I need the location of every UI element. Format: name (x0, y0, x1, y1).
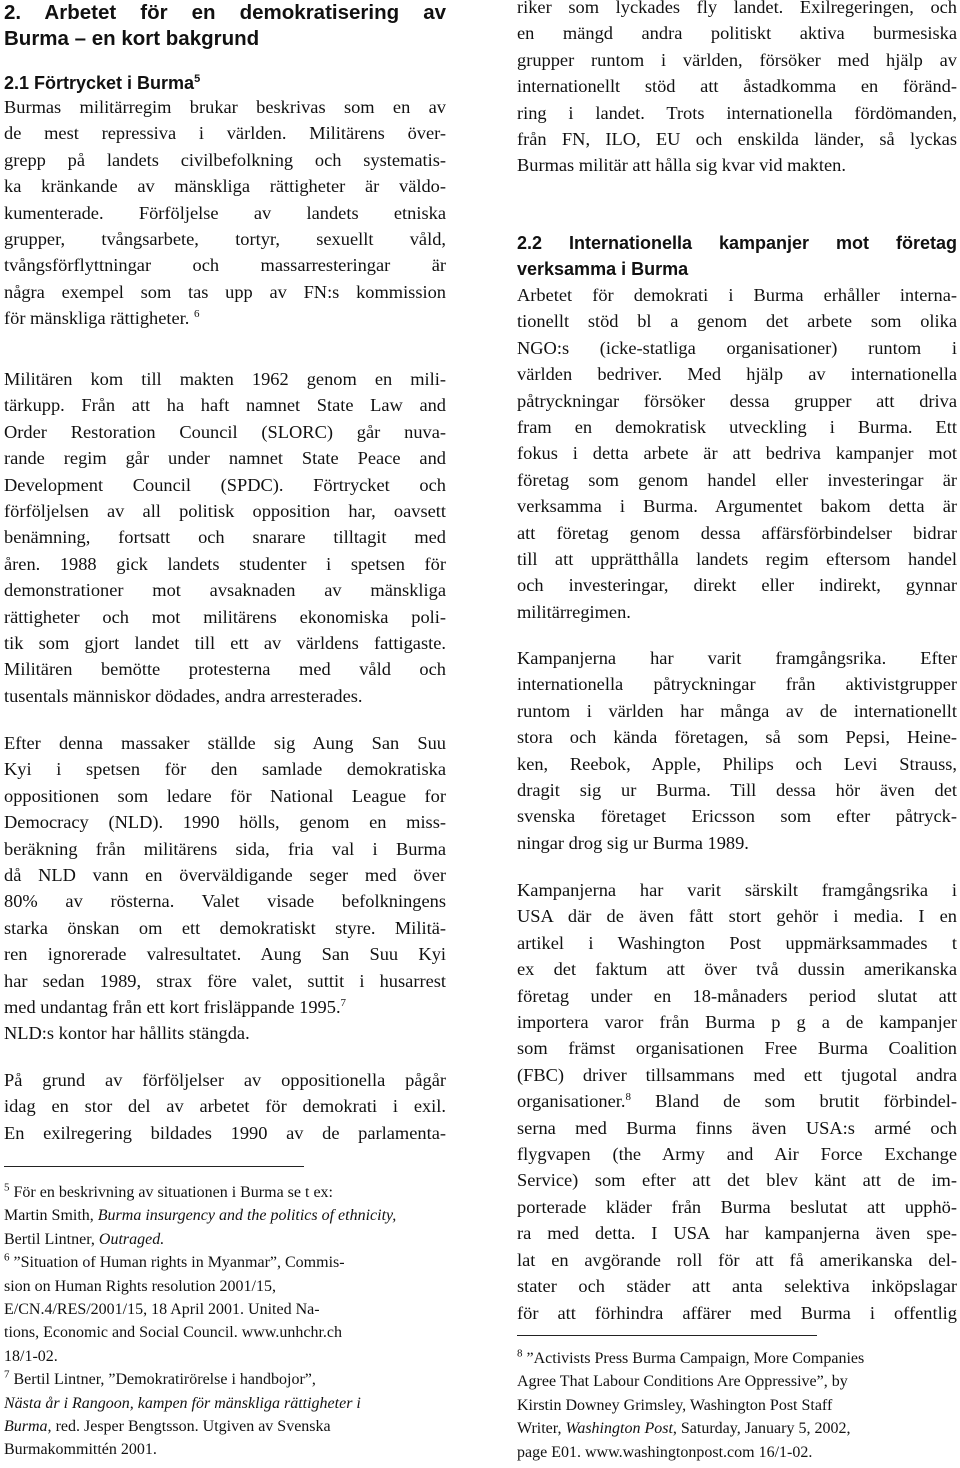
paragraph-line: serna med Burma finns även USA:s armé och (517, 1117, 957, 1138)
paragraph-line: tvångsförflyttningar och massarresteringar är (4, 255, 446, 276)
paragraph-text: med undantag från ett kort frisläppande 1995. (4, 997, 341, 1018)
paragraph-line: verksamma i Burma. Argumentet bakom detta är (517, 496, 957, 517)
paragraph-line: Order Restoration Council (SLORC) går nuva- (4, 421, 446, 442)
footnote-line (517, 1347, 957, 1370)
footnote-line: E/CN.4/RES/2001/15, 18 April 2001. United Na- (4, 1301, 320, 1319)
paragraph-line: artikel i Washington Post uppmärksammades t (517, 932, 957, 953)
paragraph-line: till att upprätthålla landets regim eftersom handel (517, 549, 957, 570)
paragraph-oppression (4, 94, 446, 332)
paragraph-line: NGO:s (icke-statliga organisationer) runtom i (517, 337, 957, 358)
paragraph-line: En exilregering bildades 1990 av de parlamenta- (4, 1122, 446, 1143)
paragraph-campaign-success (517, 645, 957, 856)
paragraph-line: Service) som efter att det blev känt att de im- (517, 1170, 957, 1191)
section-heading-line-1: 2. Arbetet för en demokratisering av (4, 1, 446, 24)
footnote-6 (4, 1251, 446, 1274)
paragraph-line: Kampanjerna har varit särskilt framgångsrika i (517, 880, 957, 900)
footnote-line: 18/1-02. (4, 1347, 58, 1365)
paragraph-line: fokus i detta arbete är att bedriva kampanjer mot (517, 443, 957, 464)
paragraph-line: tionellt stöd bl a genom det arbete som olika (517, 311, 957, 332)
footnote-line: tions, Economic and Social Council. www.unhchr.ch (4, 1324, 343, 1342)
paragraph-line: tik som gjort landet till ett av världens fattigaste. (4, 633, 446, 654)
footnote-ref-8: 8 (625, 1091, 631, 1104)
paragraph-line: en mängd andra politiskt aktiva burmesiska (517, 23, 957, 44)
paragraph-line: kumenterade. Förföljelse av landets etniska (4, 202, 446, 223)
footnote-line: Agree That Labour Conditions Are Oppressive”, by (517, 1373, 848, 1391)
paragraph-line: porterade kläder från Burma beslutat att upphö- (517, 1196, 957, 1217)
footnote-line: Kirstin Downey Grimsley, Washington Post Staff (517, 1396, 833, 1414)
footnote-ref-6: 6 (194, 308, 200, 321)
section-heading (4, 0, 446, 52)
paragraph-line: demonstrationer mot avsaknaden av mänskliga (4, 580, 446, 601)
paragraph-line: ex det faktum att över två dussin amerikanska (517, 959, 957, 980)
paragraph-line: världen bedriver. Med hjälp av internationella (517, 364, 957, 385)
footnote-divider (4, 1166, 304, 1167)
subheading-2-2 (517, 230, 957, 282)
footnote-text: Bertil Lintner, ”Demokratirörelse i handbojor”, (13, 1371, 316, 1389)
footnote-title: Washington Post (565, 1420, 673, 1438)
footnote-text: red. Jesper Bengtsson. Utgiven av Svenska (51, 1418, 331, 1436)
paragraph-line: Militären bemötte protesterna med våld och (4, 659, 446, 680)
footnote-line (4, 1392, 446, 1415)
footnote-line (4, 1204, 446, 1227)
paragraph-text: organisationer. (517, 1091, 626, 1112)
footnote-ref-7: 7 (340, 996, 347, 1009)
footnote-title: Burma insurgency and the politics of ethnicity, (97, 1207, 397, 1225)
footnote-line (4, 1415, 446, 1438)
paragraph-line: 80% av rösterna. Valet visade befolkningens (4, 891, 446, 912)
footnote-number: 5 (4, 1181, 10, 1194)
paragraph-line: beräkning från militärens sida, fria val i Burma (4, 838, 446, 859)
paragraph-line: tusentals människor dödades, andra arresterades. (4, 685, 363, 706)
paragraph-exile (4, 1067, 446, 1146)
paragraph-line: internationella påtryckningar från aktivistgrupper (517, 674, 957, 695)
paragraph-line: oppositionen som ledare för National League for (4, 785, 446, 806)
footnote-8 (517, 1347, 957, 1464)
footnote-text: , Saturday, January 5, 2002, (672, 1420, 851, 1438)
paragraph-line: internationellt stöd att åstadkomma en föränd- (517, 76, 957, 97)
paragraph-line: idag en stor del av arbetet för demokrati i exil. (4, 1096, 446, 1117)
paragraph-line: flygvapen (the Army and Air Force Exchange (517, 1144, 957, 1165)
paragraph-line: och investeringar, direkt eller indirekt, gynnar (517, 575, 957, 596)
subheading-2-1-title: 2.1 Förtrycket i Burma (4, 73, 195, 93)
paragraph-exile-government (517, 0, 957, 179)
footnote-line: page E01. www.washingtonpost.com 16/1-02. (517, 1443, 813, 1461)
footnote-7 (4, 1368, 446, 1391)
paragraph-line: grepp på landets civilbefolkning och systematis- (4, 149, 446, 170)
paragraph-text: Bland de som brutit förbindel- (630, 1091, 957, 1112)
paragraph-line: grupper runtom i världen, försöker med hjälp av (517, 49, 957, 70)
paragraph-line: lat en avgörande roll för att få amerikanska del- (517, 1249, 957, 1270)
paragraph-line: Burmas militärregim brukar beskrivas som en av (4, 97, 446, 117)
paragraph-line: ka kränkande av mänskliga rättigheter är väldo- (4, 176, 446, 197)
paragraph-line: Kyi i spetsen för den samlade demokratiska (4, 759, 446, 780)
footnote-title: Nästa år i Rangoon, kampen för mänskliga rättigheter i (4, 1394, 361, 1412)
paragraph-line: Burmas militär att hålla sig kvar vid makten. (517, 155, 846, 176)
paragraph-line: dragit sig ur Burma. Till dessa hör även det (517, 780, 957, 801)
paragraph-line: riker som lyckades fly landet. Exilregeringen, och (517, 0, 957, 17)
footnote-text: För en beskrivning av situationen i Burma se t ex: (13, 1184, 333, 1201)
paragraph-line: ra med detta. I USA har kampanjerna även spe- (517, 1223, 957, 1244)
footnote-number: 8 (517, 1347, 523, 1360)
paragraph-usa-campaigns (517, 877, 957, 1326)
paragraph-line: de mest repressiva i världen. Militärens över- (4, 123, 446, 144)
paragraph-text: för mänskliga rättigheter. (4, 308, 190, 329)
subheading-2-2-line-1: 2.2 Internationella kampanjer mot företag (517, 233, 957, 253)
paragraph-line: stora och kända företagen, så som Pepsi, Heine- (517, 727, 957, 748)
paragraph-line: då NLD vann en överväldigande seger med över (4, 865, 446, 886)
subheading-2-1 (4, 70, 446, 96)
footnote-line (4, 1228, 446, 1251)
paragraph-line: svenska företaget Ericsson som efter påtryck- (517, 806, 957, 827)
paragraph-line: åren. 1988 gick landets studenter i spetsen för (4, 553, 446, 574)
paragraph-line: ken, Reebok, Apple, Philips och Levi Strauss, (517, 753, 957, 774)
paragraph-line: grupper, tvångsarbete, tortyr, sexuellt våld, (4, 229, 446, 250)
paragraph-line: tärkupp. Från att ha haft namnet State Law and (4, 395, 446, 416)
paragraph-line: ningar drog sig ur Burma 1989. (517, 832, 749, 853)
footnote-line (517, 1417, 957, 1440)
paragraph-line: fram en demokratisk utveckling i Burma. Ett (517, 417, 957, 438)
paragraph-line: från FN, ILO, EU och enskilda länder, så lyckas (517, 129, 957, 150)
paragraph-line: några exempel som tas upp av FN:s kommission (4, 281, 446, 302)
paragraph-line: runtom i världen har många av de internationellt (517, 700, 957, 721)
footnote-number: 7 (4, 1368, 10, 1381)
subheading-2-2-line-2: verksamma i Burma (517, 259, 689, 279)
paragraph-line: starka önskan om ett demokratiskt styre. Militä- (4, 917, 446, 938)
paragraph-line: Efter denna massaker ställde sig Aung San Suu (4, 733, 446, 753)
paragraph-line (517, 1088, 957, 1114)
paragraph-aung-san-suu-kyi (4, 730, 446, 1047)
paragraph-line: benämning, fortsatt och snarare tilltagit med (4, 527, 446, 548)
footnote-title: Burma, (4, 1418, 52, 1436)
paragraph-line (4, 305, 446, 331)
paragraph-line: Kampanjerna har varit framgångsrika. Efter (517, 648, 957, 668)
paragraph-line: På grund av förföljelser av oppositionella pågår (4, 1070, 446, 1090)
footnote-line: sion on Human Rights resolution 2001/15, (4, 1277, 276, 1295)
paragraph-line: importera varor från Burma p g a de kampanjer (517, 1012, 957, 1033)
paragraph-line: NLD:s kontor har hållits stängda. (4, 1023, 250, 1044)
paragraph-line: som främst organisationen Free Burma Coalition (517, 1038, 957, 1059)
paragraph-line: stater och städer att anta selektiva inköpslagar (517, 1276, 957, 1297)
footnotes-left (4, 1181, 446, 1462)
footnote-divider (517, 1335, 817, 1336)
paragraph-line: för att förhindra affärer med Burma i offentlig (517, 1302, 957, 1323)
paragraph-international-support (517, 282, 957, 625)
paragraph-military-rule (4, 366, 446, 709)
footnote-title: Outraged. (98, 1230, 165, 1248)
paragraph-line: företag under en 18-månaders period slutat att (517, 985, 957, 1006)
footnote-text: Martin Smith, (4, 1207, 98, 1225)
paragraph-line (4, 994, 446, 1020)
footnote-ref-5: 5 (194, 73, 201, 85)
section-heading-line-2: Burma – en kort bakgrund (4, 27, 260, 50)
paragraph-line: militärregimen. (517, 601, 631, 622)
paragraph-line: ring i landet. Trots internationella fördömanden, (517, 102, 957, 123)
paragraph-line: rättigheter och mot militärens ekonomiska poli- (4, 606, 446, 627)
footnote-5 (4, 1181, 446, 1204)
paragraph-line: företag som genom handel eller investeringar är (517, 469, 957, 490)
paragraph-line: rande regim går under namnet State Peace and (4, 448, 446, 469)
paragraph-line: har sedan 1989, strax före valet, suttit i husarrest (4, 970, 446, 991)
paragraph-line: Development Council (SPDC). Förtrycket och (4, 474, 446, 495)
paragraph-line: Militären kom till makten 1962 genom en mili- (4, 369, 446, 389)
footnote-text: Bertil Lintner, (4, 1230, 99, 1248)
footnote-number: 6 (4, 1251, 10, 1264)
paragraph-line: förföljelsen av all politisk opposition har, oavsett (4, 501, 446, 522)
paragraph-line: påtryckningar försöker dessa grupper att driva (517, 390, 957, 411)
footnote-line: Burmakommittén 2001. (4, 1441, 157, 1459)
paragraph-line: (FBC) driver tillsammans med ett tjugotal andra (517, 1064, 957, 1085)
paragraph-line: USA där de även fått stort gehör i media. I en (517, 906, 957, 927)
footnote-text: ”Activists Press Burma Campaign, More Companies (526, 1350, 865, 1367)
paragraph-line: att företag genom dessa affärsförbindelser bidrar (517, 522, 957, 543)
footnote-text: Writer, (517, 1420, 566, 1438)
paragraph-line: Democracy (NLD). 1990 hölls, genom en miss- (4, 812, 446, 833)
paragraph-line: ren ignorerade valresultatet. Aung San Suu Kyi (4, 944, 446, 965)
paragraph-line: Arbetet för demokrati i Burma erhåller interna- (517, 285, 957, 305)
footnote-text: ”Situation of Human rights in Myanmar”, Commis- (13, 1254, 345, 1272)
